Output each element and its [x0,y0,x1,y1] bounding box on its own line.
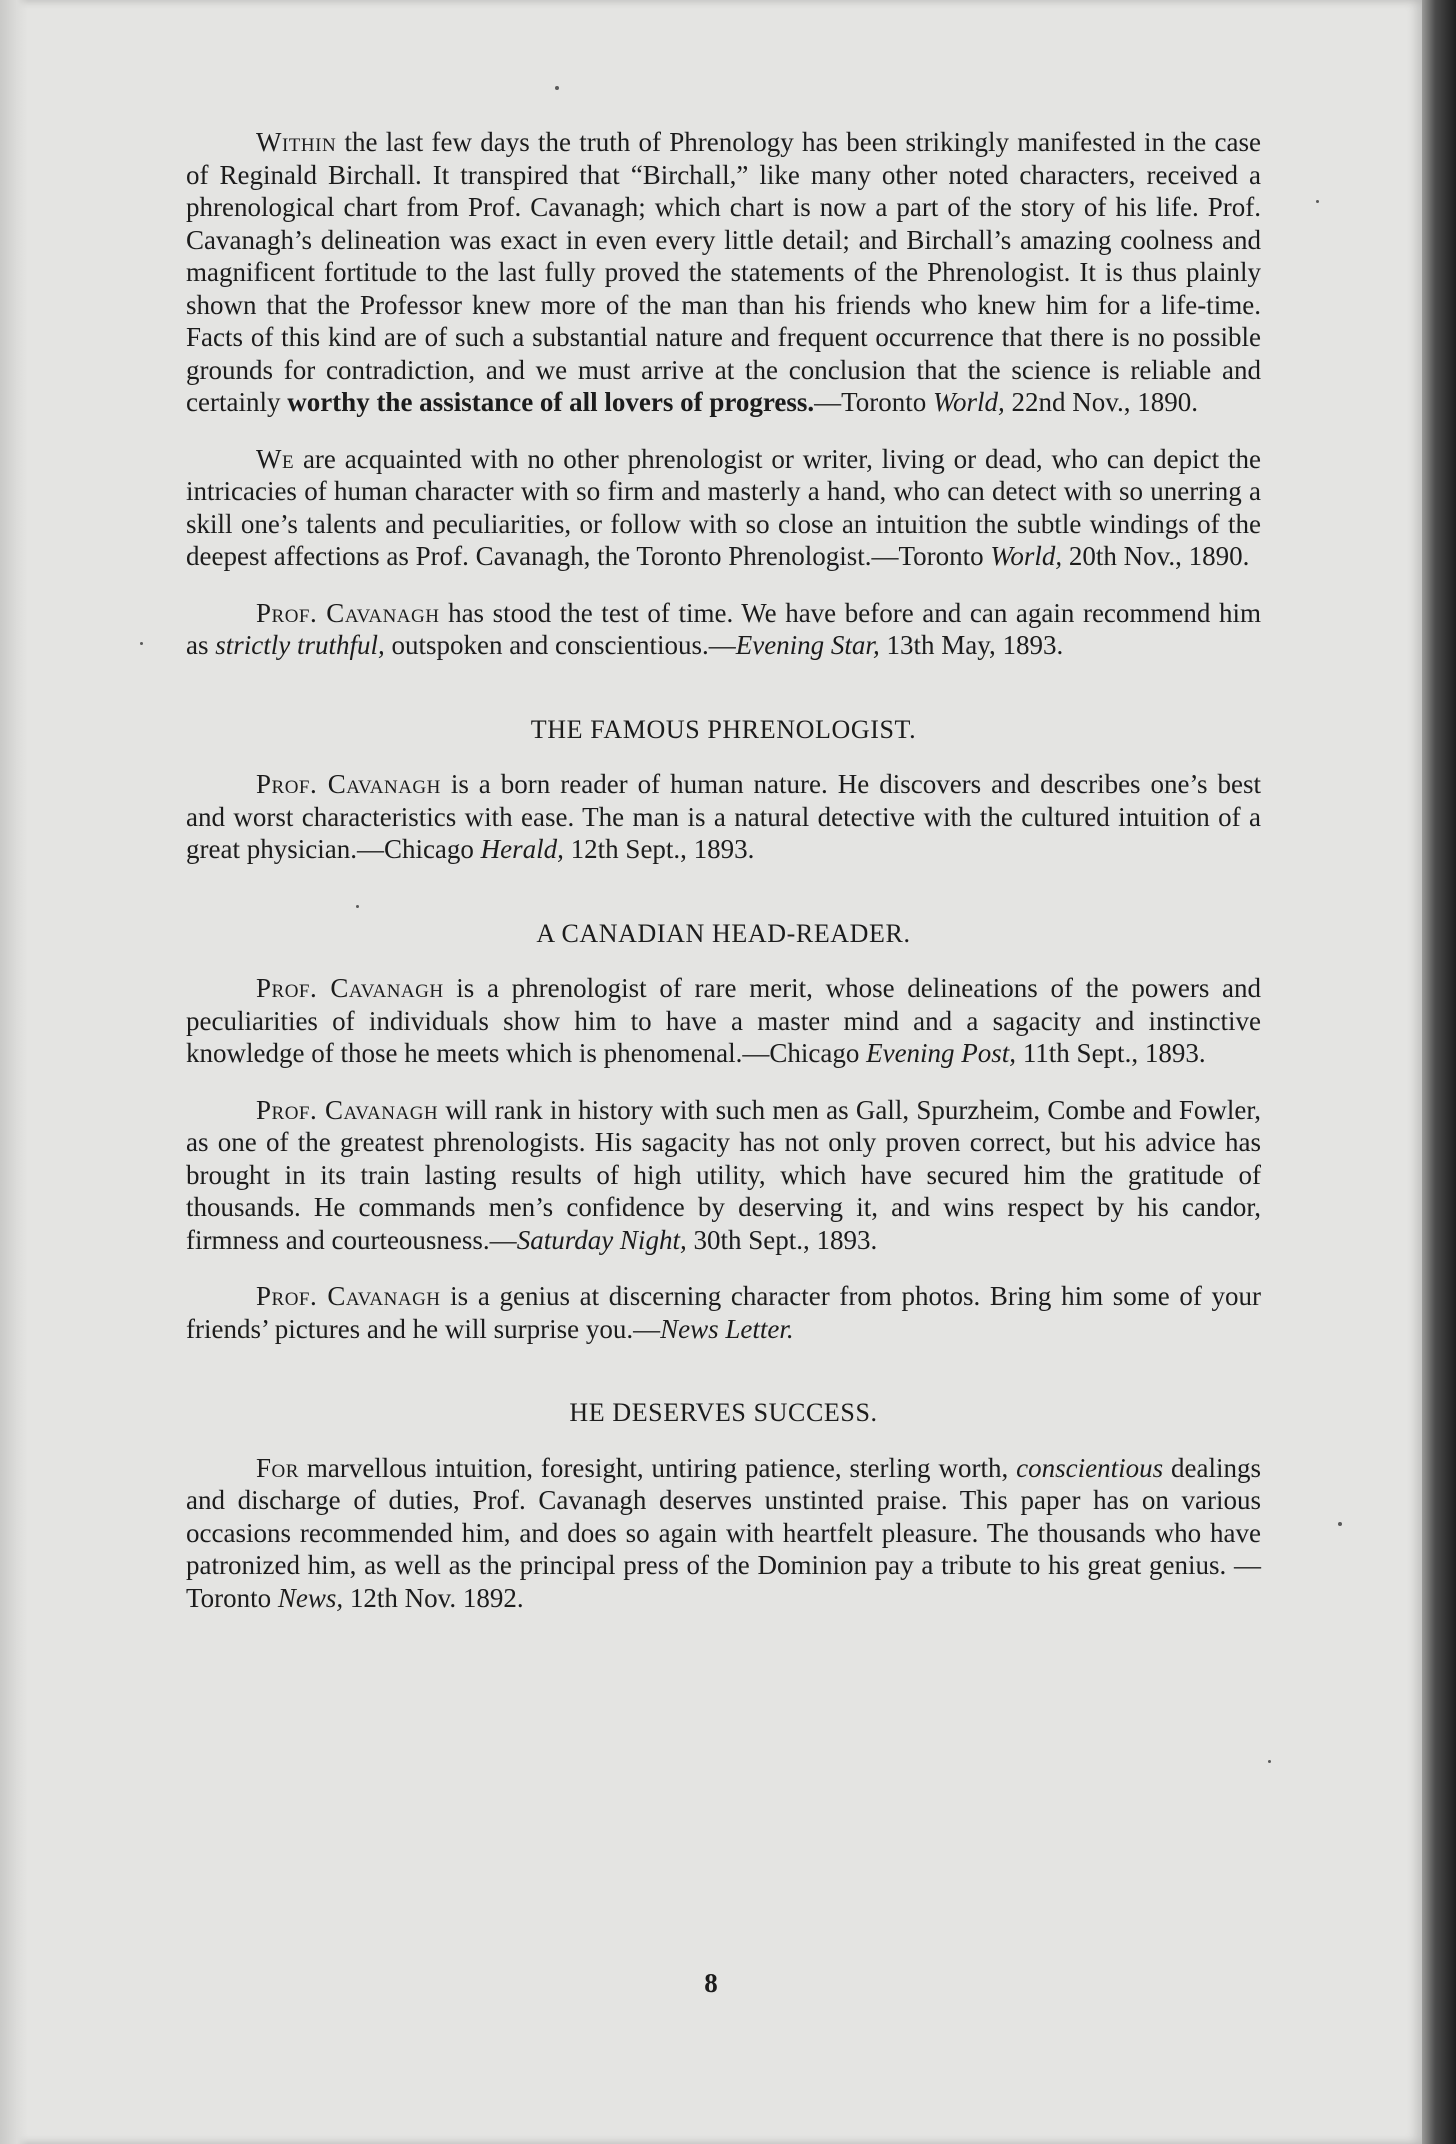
paragraph-text: is a phrenologist of rare merit, whose delineations of the powers and peculiarities of individuals show him to have a master mind and a sagacity and instinctive knowledge of those he meets which is phenomenal.—Chicago [186,973,1262,1068]
emphasis-phrase: conscientious [1016,1452,1164,1483]
testimonial-paragraph [186,1452,1261,1615]
paragraph-text: has stood the test of time. We have before and can again recommend him as [186,597,1261,660]
page-left-shadow [0,0,28,2144]
lead-word: Prof. Cavanagh [256,597,440,628]
paragraph-text: dealings and discharge of duties, Prof. Cavanagh deserves unstinted praise. This paper has on various occasions recommended him, and does so again with heartfelt pleasure. The thousands who have patronized him, as well as the principal press of the Dominion pay a tribute to his great genius. —Toronto [186,1452,1261,1613]
paragraph-text: is a genius at discerning character from photos. Bring him some of your friends’ pictures and he will surprise you.— [186,1281,1261,1344]
testimonial-paragraph [186,1094,1261,1257]
source-name: Evening Star, [735,630,880,660]
emphasis-phrase: strictly truthful, [215,630,385,660]
source-name: Evening Post, [866,1038,1017,1068]
testimonial-paragraph [186,768,1261,866]
section-heading: THE FAMOUS PHRENOLOGIST. [530,714,917,744]
source-date: 12th Nov. 1892. [343,1582,524,1613]
source-name: World, [990,541,1063,571]
source-date: 30th Sept., 1893. [686,1224,878,1255]
print-speck [1268,1760,1271,1763]
paragraph-text: outspoken and conscientious.— [384,630,736,660]
print-speck [1316,200,1319,203]
paragraph-text: is a born reader of human nature. He discovers and describes one’s best and worst characteristics with ease. The man is a natural detective with the cultured intuition of a great physician.—Chicago [186,769,1261,864]
source-date: 13th May, 1893. [879,630,1064,660]
lead-word: Within [256,127,337,157]
print-speck [555,86,559,90]
testimonial-paragraph [186,126,1261,419]
paragraph-text: marvellous intuition, foresight, untiring patience, sterling worth, [298,1452,1017,1483]
source-name: Herald, [480,834,564,864]
testimonial-paragraph [186,443,1261,573]
section-heading: HE DESERVES SUCCESS. [569,1398,878,1427]
source-name: Saturday Night, [516,1224,687,1255]
source-date: 12th Sept., 1893. [563,834,755,864]
testimonial-paragraph [186,1280,1261,1345]
book-edge-shadow [1422,0,1456,2144]
page-number: 8 [704,1968,718,1998]
source-name: News, [277,1582,344,1613]
print-speck [140,642,143,645]
source-date: 20th Nov., 1890. [1062,541,1250,571]
print-speck [1338,1522,1342,1526]
bold-phrase: worthy the assistance of all lovers of progress. [287,387,815,417]
paragraph-text: the last few days the truth of Phrenology has been strikingly manifested in the case of Reginald Birchall. It transpired that “Birchall,” like many other noted characters, received a phrenological chart from Prof. Cavanagh; which chart is now a part of the story of his life. Prof. Cavanagh’s delineation was exact in even every little detail; and Birchall’s amazing coolness and magnificent fortitude to the last fully proved the statements of the Phrenologist. It is thus plainly shown that the Professor knew more of the man than his friends who knew him for a life-time. Facts of this kind are of such a substantial nature and frequent occurrence that there is no possible grounds for contradiction, and we must arrive at the conclusion that the science is reliable and certainly [186,127,1261,417]
lead-word: We [256,443,295,474]
paragraph-text: are acquainted with no other phrenologist or writer, living or dead, who can depict the intricacies of human character with so firm and masterly a hand, who can detect with so unerring a skill one’s talents and peculiarities, or follow with so close an intuition the subtle windings of the deepest affections as Prof. Cavanagh, the Toronto Phrenologist.—Toronto [186,443,1261,571]
lead-word: Prof. Cavanagh [256,973,444,1003]
testimonial-paragraph [186,597,1261,662]
source-date: 11th Sept., 1893. [1016,1038,1206,1068]
testimonial-paragraph [186,972,1261,1070]
lead-word: Prof. Cavanagh [256,769,441,799]
source-date: 22nd Nov., 1890. [1004,387,1199,417]
lead-word: Prof. Cavanagh [256,1094,439,1125]
section-heading: A CANADIAN HEAD-READER. [536,918,911,948]
source-name: World, [933,387,1005,417]
paragraph-text: —Toronto [814,387,934,417]
lead-word: Prof. Cavanagh [256,1281,441,1311]
source-name: News Letter. [660,1313,794,1344]
article-body [186,126,1261,1614]
paragraph-text: will rank in history with such men as Gall, Spurzheim, Combe and Fowler, as one of the greatest phrenologists. His sagacity has not only proven correct, but his advice has brought in its train lasting results of high utility, which have secured him the gratitude of thousands. He commands men’s confidence by deserving it, and wins respect by his candor, firmness and courteousness.— [186,1094,1261,1255]
lead-word: For [256,1452,299,1483]
